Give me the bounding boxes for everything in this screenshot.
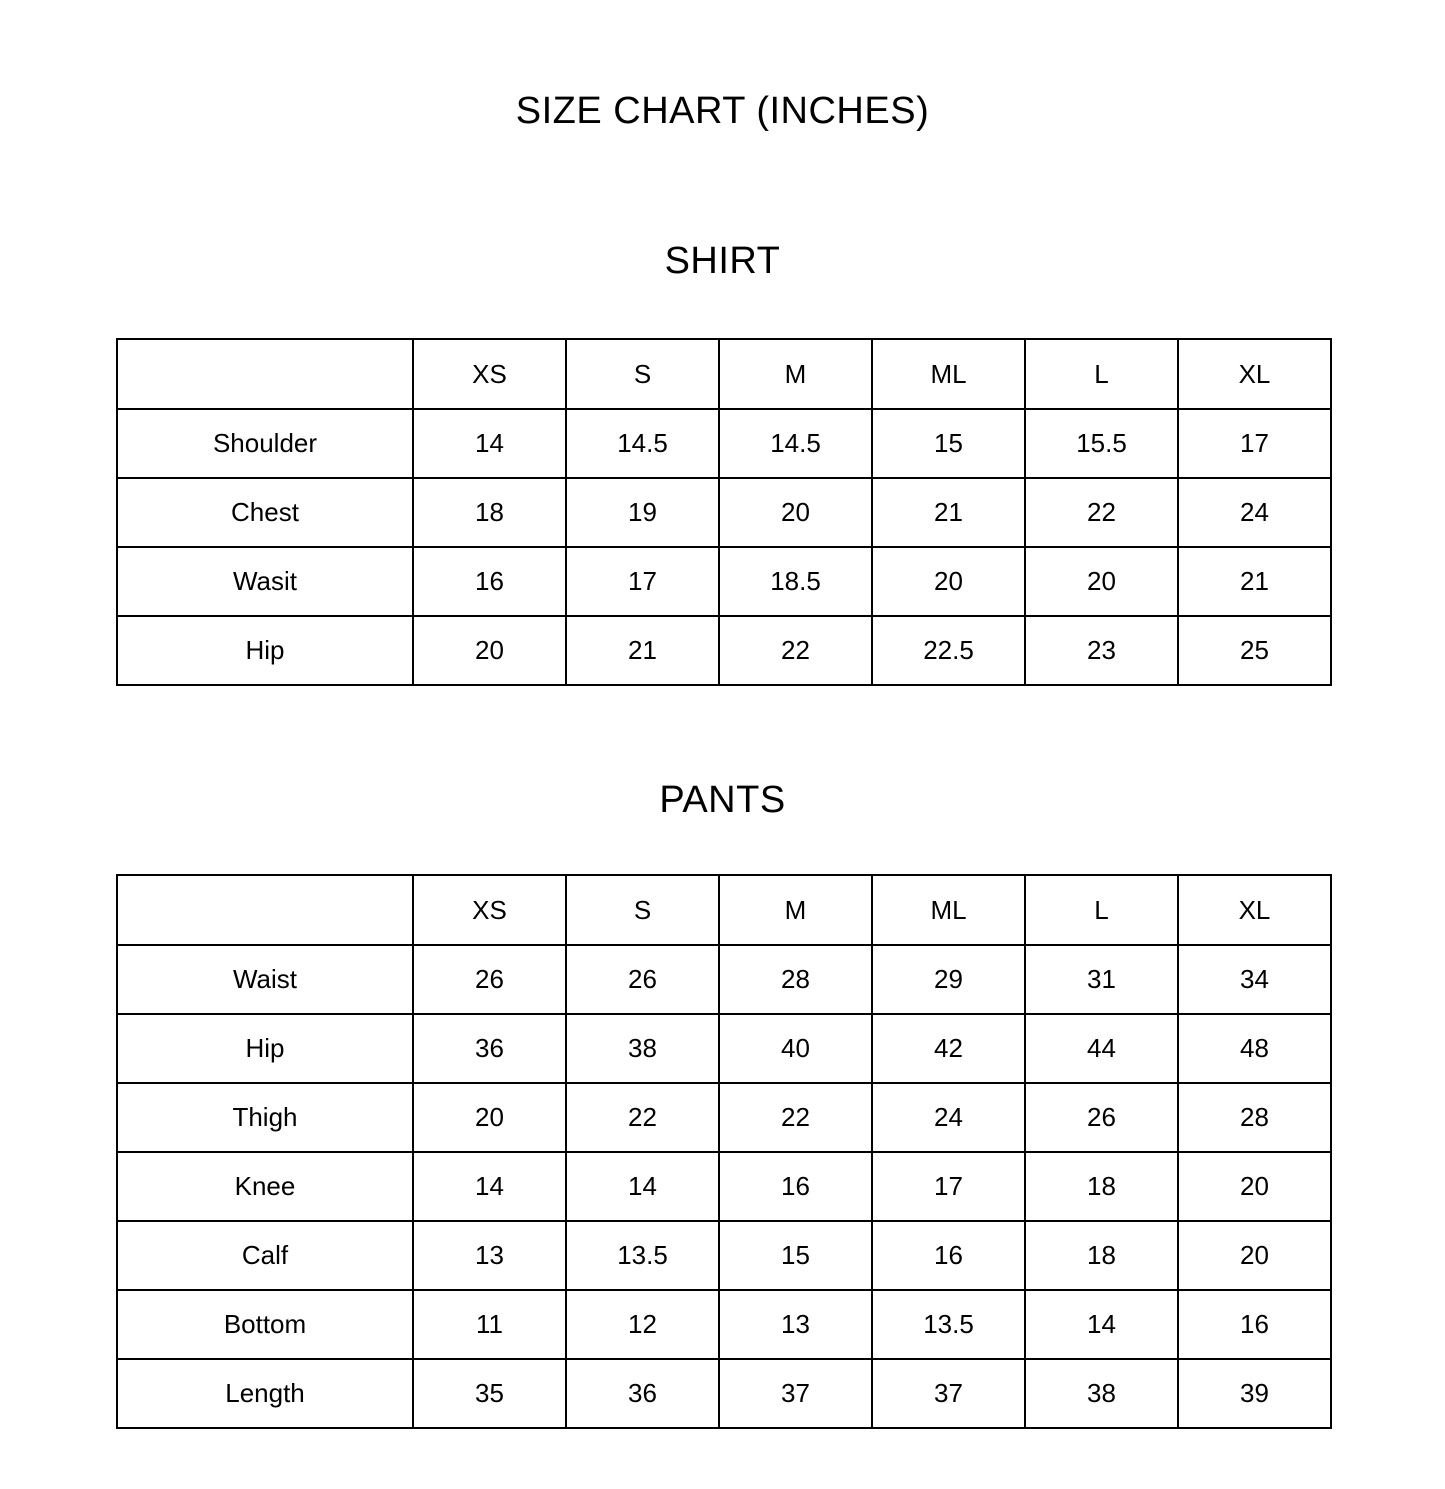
table-cell: 18 (413, 478, 566, 547)
table-cell: 11 (413, 1290, 566, 1359)
table-cell: 34 (1178, 945, 1331, 1014)
table-cell: 22 (566, 1083, 719, 1152)
table-cell: 14 (1025, 1290, 1178, 1359)
table-cell: 17 (566, 547, 719, 616)
row-label: Calf (117, 1221, 413, 1290)
table-cell: 26 (566, 945, 719, 1014)
table-cell: 18 (1025, 1152, 1178, 1221)
table-cell: 22 (719, 1083, 872, 1152)
row-label: Bottom (117, 1290, 413, 1359)
column-header: XS (413, 875, 566, 945)
table-cell: 13 (413, 1221, 566, 1290)
table-header-row (117, 875, 1331, 945)
table-row (117, 547, 1331, 616)
table-cell: 20 (1178, 1152, 1331, 1221)
table-cell: 15.5 (1025, 409, 1178, 478)
column-header: M (719, 339, 872, 409)
table-row (117, 1083, 1331, 1152)
table-row (117, 1290, 1331, 1359)
column-header: S (566, 339, 719, 409)
table-cell: 17 (872, 1152, 1025, 1221)
table-cell: 18 (1025, 1221, 1178, 1290)
table-cell: 22.5 (872, 616, 1025, 685)
row-label: Shoulder (117, 409, 413, 478)
table-cell: 16 (872, 1221, 1025, 1290)
row-label: Length (117, 1359, 413, 1428)
page-title: SIZE CHART (INCHES) (515, 90, 930, 132)
table-row (117, 1152, 1331, 1221)
table-cell: 16 (1178, 1290, 1331, 1359)
table-row (117, 1014, 1331, 1083)
table-cell: 40 (719, 1014, 872, 1083)
table-cell: 12 (566, 1290, 719, 1359)
table-cell: 14.5 (566, 409, 719, 478)
column-header: ML (872, 339, 1025, 409)
column-header: L (1025, 875, 1178, 945)
table-cell: 13.5 (872, 1290, 1025, 1359)
table-row (117, 1221, 1331, 1290)
table-cell: 26 (413, 945, 566, 1014)
column-header: XS (413, 339, 566, 409)
pants-size-table (116, 874, 1332, 1429)
table-cell: 21 (566, 616, 719, 685)
table-cell: 13 (719, 1290, 872, 1359)
row-label: Knee (117, 1152, 413, 1221)
table-cell: 48 (1178, 1014, 1331, 1083)
table-cell: 20 (413, 1083, 566, 1152)
table-cell: 25 (1178, 616, 1331, 685)
table-cell: 44 (1025, 1014, 1178, 1083)
column-header: S (566, 875, 719, 945)
table-cell: 42 (872, 1014, 1025, 1083)
table-cell: 26 (1025, 1083, 1178, 1152)
table-cell: 20 (719, 478, 872, 547)
section-heading-shirt: SHIRT (664, 240, 781, 282)
column-header: M (719, 875, 872, 945)
table-row (117, 616, 1331, 685)
table-cell: 21 (872, 478, 1025, 547)
table-cell: 22 (719, 616, 872, 685)
pants-table-container (116, 874, 1329, 1429)
table-cell: 28 (1178, 1083, 1331, 1152)
table-cell: 20 (1178, 1221, 1331, 1290)
table-cell: 37 (719, 1359, 872, 1428)
row-label: Hip (117, 1014, 413, 1083)
table-cell: 13.5 (566, 1221, 719, 1290)
table-cell: 14 (413, 1152, 566, 1221)
table-cell: 36 (566, 1359, 719, 1428)
row-label: Hip (117, 616, 413, 685)
column-header: XL (1178, 339, 1331, 409)
table-cell: 14 (413, 409, 566, 478)
corner-cell (117, 875, 413, 945)
table-cell: 18.5 (719, 547, 872, 616)
column-header: ML (872, 875, 1025, 945)
table-row (117, 409, 1331, 478)
table-row (117, 478, 1331, 547)
table-row (117, 945, 1331, 1014)
table-cell: 29 (872, 945, 1025, 1014)
table-cell: 22 (1025, 478, 1178, 547)
table-cell: 23 (1025, 616, 1178, 685)
table-cell: 24 (872, 1083, 1025, 1152)
table-cell: 16 (413, 547, 566, 616)
table-cell: 37 (872, 1359, 1025, 1428)
table-cell: 20 (872, 547, 1025, 616)
table-cell: 14.5 (719, 409, 872, 478)
table-cell: 36 (413, 1014, 566, 1083)
table-cell: 38 (1025, 1359, 1178, 1428)
row-label: Waist (117, 945, 413, 1014)
row-label: Chest (117, 478, 413, 547)
table-cell: 21 (1178, 547, 1331, 616)
table-cell: 28 (719, 945, 872, 1014)
table-header-row (117, 339, 1331, 409)
table-cell: 14 (566, 1152, 719, 1221)
row-label: Thigh (117, 1083, 413, 1152)
table-cell: 38 (566, 1014, 719, 1083)
table-cell: 20 (1025, 547, 1178, 616)
column-header: L (1025, 339, 1178, 409)
shirt-size-table (116, 338, 1332, 686)
row-label: Wasit (117, 547, 413, 616)
table-cell: 24 (1178, 478, 1331, 547)
section-heading-pants: PANTS (659, 779, 786, 821)
table-cell: 17 (1178, 409, 1331, 478)
table-cell: 39 (1178, 1359, 1331, 1428)
column-header: XL (1178, 875, 1331, 945)
table-cell: 20 (413, 616, 566, 685)
table-cell: 31 (1025, 945, 1178, 1014)
corner-cell (117, 339, 413, 409)
table-cell: 15 (872, 409, 1025, 478)
table-cell: 15 (719, 1221, 872, 1290)
table-cell: 35 (413, 1359, 566, 1428)
table-cell: 19 (566, 478, 719, 547)
shirt-table-container (116, 338, 1329, 686)
table-row (117, 1359, 1331, 1428)
table-cell: 16 (719, 1152, 872, 1221)
